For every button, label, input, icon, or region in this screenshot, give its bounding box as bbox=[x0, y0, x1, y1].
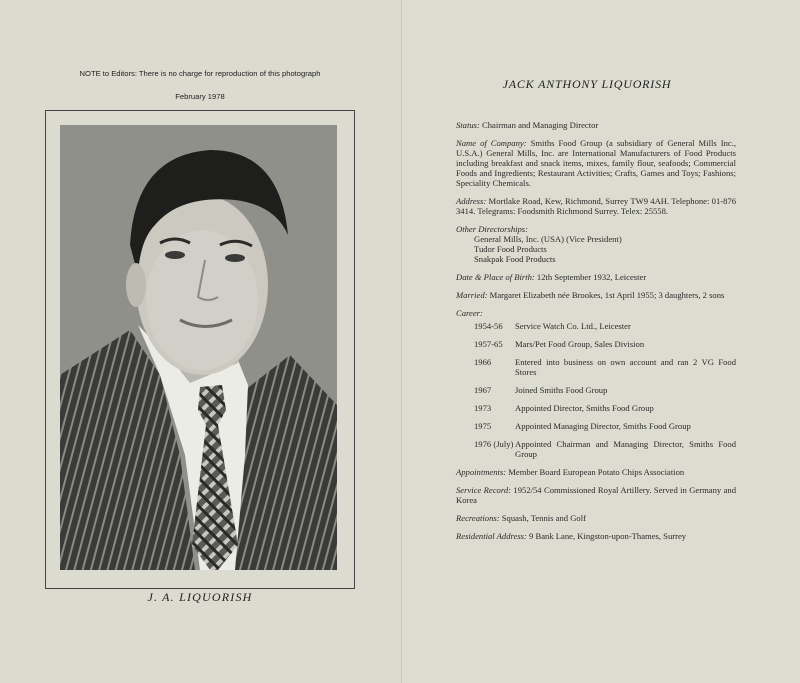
career-text: Joined Smiths Food Group bbox=[515, 385, 608, 395]
residential-label: Residential Address: bbox=[456, 531, 527, 541]
career-year: 1973 bbox=[474, 403, 492, 413]
portrait-illustration bbox=[60, 125, 337, 570]
directorship-item: Tudor Food Products bbox=[474, 244, 547, 254]
bio-title: JACK ANTHONY LIQUORISH bbox=[502, 77, 672, 91]
directorships-label: Other Directorships: bbox=[456, 224, 529, 234]
career-label: Career: bbox=[456, 308, 483, 318]
career-text: Mars/Pet Food Group, Sales Division bbox=[515, 339, 645, 349]
career-row bbox=[456, 339, 736, 349]
recreations-label: Recreations: bbox=[456, 513, 500, 523]
company-label: Name of Company: bbox=[456, 138, 527, 148]
married-label: Married: bbox=[456, 290, 488, 300]
career-text: Service Watch Co. Ltd., Leicester bbox=[515, 321, 631, 331]
career-text: Appointed Managing Director, Smiths Food Group bbox=[515, 421, 691, 431]
career-text: Appointed Chairman and Managing Director, Smiths Food Group bbox=[515, 439, 736, 459]
recreations-value: Squash, Tennis and Golf bbox=[501, 513, 586, 523]
biography bbox=[456, 120, 736, 549]
status-line bbox=[456, 120, 736, 130]
portrait-photo bbox=[60, 125, 337, 570]
service-value: 1952/54 Commissioned Royal Artillery. Served in Germany and Korea bbox=[456, 485, 736, 505]
editors-note: NOTE to Editors: There is no charge for reproduction of this photograph bbox=[79, 69, 321, 78]
career-row bbox=[456, 385, 736, 395]
company-value: Smiths Food Group (a subsidiary of General Mills Inc., U.S.A.) General Mills, Inc. are International Manufacturers of Food Products including breakfast and snack items, mixes, family flour, seafoods; Commercial Foods and Ingredients; Restaurant Activities; Crafts, Games and Toys; Fashions; Speciality Chemicals. bbox=[456, 138, 736, 188]
appointments-value: Member Board European Potato Chips Association bbox=[508, 467, 685, 477]
directorships-block bbox=[456, 224, 736, 264]
career-text: Entered into business on own account and ran 2 VG Food Stores bbox=[515, 357, 736, 377]
career-row bbox=[456, 439, 736, 459]
career-year: 1966 bbox=[474, 357, 492, 367]
address-label: Address: bbox=[456, 196, 487, 206]
career-row bbox=[456, 421, 736, 431]
career-year: 1954-56 bbox=[474, 321, 503, 331]
birth-value: 12th September 1932, Leicester bbox=[536, 272, 647, 282]
service-line bbox=[456, 485, 736, 505]
career-row bbox=[456, 357, 736, 377]
address-value: Mortlake Road, Kew, Richmond, Surrey TW9 4AH. Telephone: 01-876 3414. Telegrams: Foodsmith Richmond Surrey. Telex: 25558. bbox=[456, 196, 737, 216]
appointments-line bbox=[456, 467, 736, 477]
directorship-item: General Mills, Inc. (USA) (Vice President) bbox=[474, 234, 622, 244]
married-line bbox=[456, 290, 736, 300]
photo-caption: J. A. LIQUORISH bbox=[147, 590, 253, 604]
status-label: Status: bbox=[456, 120, 480, 130]
career-year: 1976 (July) bbox=[474, 439, 514, 449]
address-line bbox=[456, 196, 736, 216]
career-heading bbox=[456, 308, 736, 318]
married-value: Margaret Elizabeth née Brookes, 1st April 1955; 3 daughters, 2 sons bbox=[489, 290, 725, 300]
residential-line bbox=[456, 531, 736, 541]
recreations-line bbox=[456, 513, 736, 523]
status-value: Chairman and Managing Director bbox=[482, 120, 599, 130]
career-row bbox=[456, 321, 736, 331]
company-line bbox=[456, 138, 736, 188]
residential-value: 9 Bank Lane, Kingston-upon-Thames, Surrey bbox=[529, 531, 687, 541]
birth-line bbox=[456, 272, 736, 282]
release-date: February 1978 bbox=[175, 92, 225, 101]
career-year: 1967 bbox=[474, 385, 492, 395]
directorship-item: Snakpak Food Products bbox=[474, 254, 556, 264]
career-row bbox=[456, 403, 736, 413]
service-label: Service Record: bbox=[456, 485, 512, 495]
career-year: 1957-65 bbox=[474, 339, 503, 349]
career-text: Appointed Director, Smiths Food Group bbox=[515, 403, 654, 413]
birth-label: Date & Place of Birth: bbox=[456, 272, 535, 282]
career-year: 1975 bbox=[474, 421, 492, 431]
appointments-label: Appointments: bbox=[456, 467, 507, 477]
